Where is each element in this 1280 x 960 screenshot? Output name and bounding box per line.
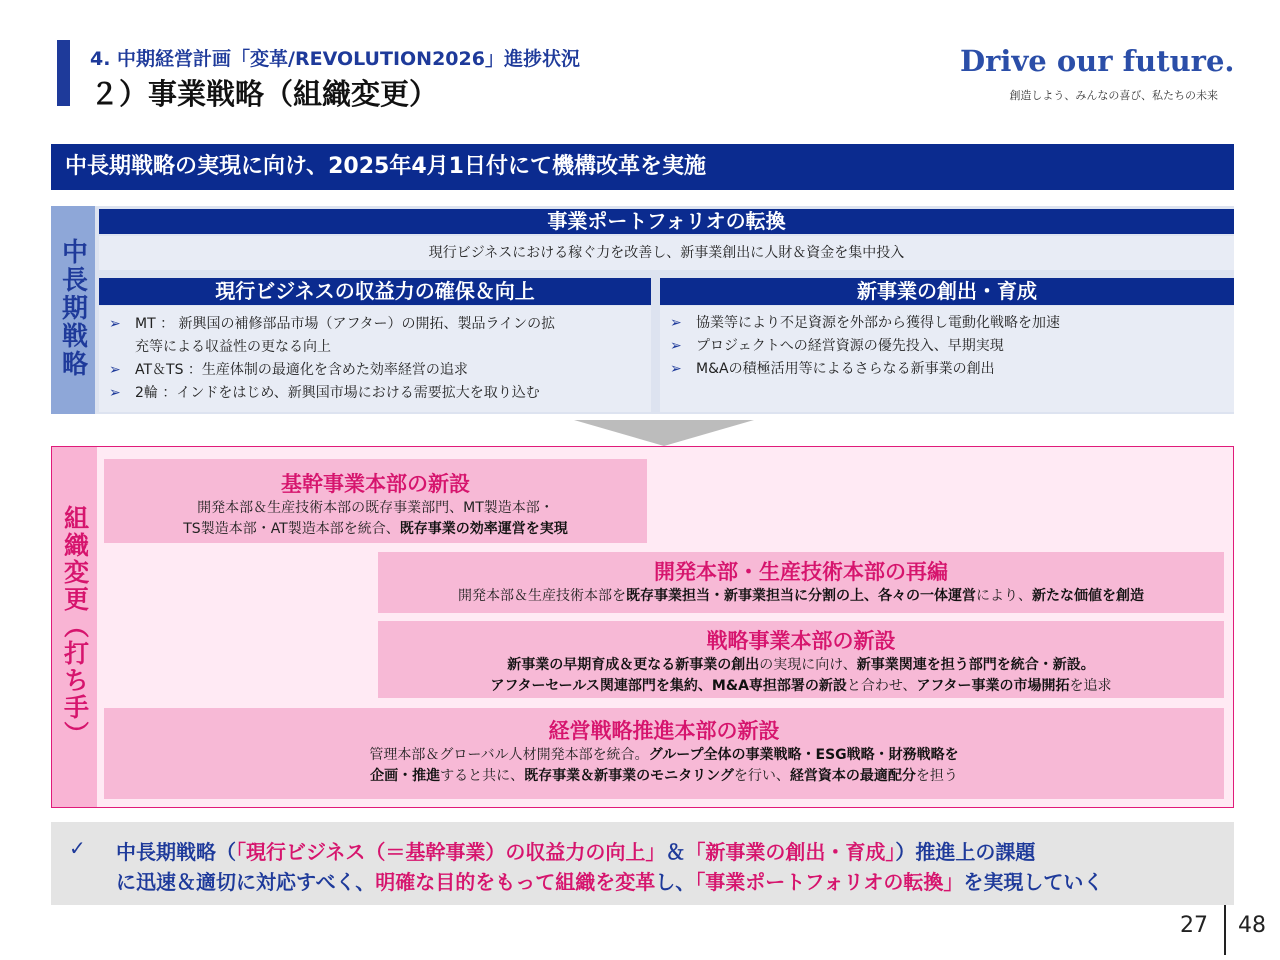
strategy-side-label xyxy=(51,206,95,414)
list-item xyxy=(99,313,651,336)
org-item-desc-line xyxy=(378,655,1224,676)
org-item-desc-line xyxy=(104,519,647,540)
arrow-bullet-icon: ➢ xyxy=(109,385,121,401)
conclusion-text: ＆ xyxy=(665,840,686,864)
desc-emphasis: 既存事業担当・新事業担当に分割の上、各々の一体運営 xyxy=(626,588,976,604)
page-divider xyxy=(1224,905,1226,955)
arrow-bullet-icon: ➢ xyxy=(670,338,682,354)
conclusion-highlight: 「現行ビジネス（＝基幹事業）の収益力の向上」 xyxy=(236,840,666,864)
portfolio-title: 事業ポートフォリオの転換 xyxy=(99,209,1234,234)
conclusion-highlight: 明確な目的をもって組織を変革 xyxy=(375,870,656,894)
conclusion-text: 中長期戦略（ xyxy=(116,840,236,864)
arrow-bullet-icon: ➢ xyxy=(670,361,682,377)
new-business-title: 新事業の創出・育成 xyxy=(660,278,1234,305)
conclusion-highlight: 「事業ポートフォリオの転換」 xyxy=(695,870,964,894)
org-side-label-text: 組織変更（打ち手） xyxy=(60,505,90,748)
new-business-list xyxy=(660,306,1234,412)
desc-emphasis: 既存事業の効率運営を実現 xyxy=(399,521,568,537)
desc-text: TS製造本部・AT製造本部を統合、 xyxy=(183,521,400,537)
list-item xyxy=(660,335,1234,358)
org-item-desc-line: 開発本部＆生産技術本部の既存事業部門、MT製造本部・ xyxy=(197,500,554,516)
current-business-list xyxy=(99,306,651,412)
list-item-text: 2輪 ：インドをはじめ、新興国市場における需要拡大を取り込む xyxy=(135,385,540,401)
conclusion-text: し、 xyxy=(655,870,696,894)
conclusion-line-2 xyxy=(116,866,1103,895)
desc-text: すると共に、 xyxy=(440,768,525,784)
conclusion-text: に迅速＆適切に対応すべく、 xyxy=(116,870,376,894)
org-item-title: 戦略事業本部の新設 xyxy=(706,629,896,653)
org-item-desc-line xyxy=(378,676,1224,697)
title-accent-bar xyxy=(57,40,70,106)
down-arrow-icon xyxy=(574,420,754,446)
list-item-continuation xyxy=(99,336,651,359)
desc-emphasis: 新たな価値を創造 xyxy=(1032,588,1144,604)
desc-text: により、 xyxy=(976,588,1032,604)
desc-emphasis: 新事業関連を担う部門を統合・新設。 xyxy=(856,657,1095,673)
list-item-text: MT ： 新興国の補修部品市場（アフター）の開拓、製品ラインの拡 xyxy=(135,316,556,332)
org-item-rd-reorg xyxy=(378,552,1224,613)
org-item-title: 経営戦略推進本部の新設 xyxy=(548,719,780,743)
list-item-text: 協業等により不足資源を外部から獲得し電動化戦略を加速 xyxy=(696,315,1060,331)
list-item-text: M&Aの積極活用等によるさらなる新事業の創出 xyxy=(696,361,995,377)
arrow-bullet-icon: ➢ xyxy=(670,315,682,331)
org-item-desc-line xyxy=(378,586,1224,607)
desc-text: の実現に向け、 xyxy=(759,657,857,673)
list-item xyxy=(99,359,651,382)
org-item-management-strategy xyxy=(104,708,1224,799)
desc-text: を行い、 xyxy=(733,768,790,784)
conclusion-text: ）推進上の課題 xyxy=(895,840,1036,864)
list-item-text: AT＆TS ：生産体制の最適化を含めた効率経営の追求 xyxy=(135,362,468,378)
org-side-label xyxy=(52,447,97,807)
org-item-core-business xyxy=(104,459,647,543)
desc-emphasis: グループ全体の事業戦略・ESG戦略・財務戦略を xyxy=(648,747,959,763)
page-number: 27 xyxy=(1180,913,1208,938)
desc-emphasis: 経営資本の最適配分 xyxy=(789,768,916,784)
conclusion-text: を実現していく xyxy=(963,870,1104,894)
desc-text: 開発本部＆生産技術本部を xyxy=(458,588,626,604)
desc-emphasis: アフターセールス関連部門を集約、M&A専担部署の新設 xyxy=(490,678,847,694)
conclusion-highlight: 「新事業の創出・育成」 xyxy=(685,840,896,864)
org-item-desc-line xyxy=(104,745,1224,766)
list-item-text: 充等による収益性の更なる向上 xyxy=(135,339,331,355)
desc-text: 管理本部＆グローバル人材開発本部を統合。 xyxy=(369,747,649,763)
desc-emphasis: 企画・推進 xyxy=(370,768,441,784)
conclusion-line-1 xyxy=(116,836,1035,865)
brand-logo-text: Drive our future. xyxy=(960,44,1235,78)
portfolio-description: 現行ビジネスにおける稼ぐ力を改善し、新事業創出に人財＆資金を集中投入 xyxy=(99,236,1234,270)
org-item-title: 基幹事業本部の新設 xyxy=(281,472,470,496)
arrow-bullet-icon: ➢ xyxy=(109,362,121,378)
list-item xyxy=(660,358,1234,381)
org-item-title: 開発本部・生産技術本部の再編 xyxy=(654,560,948,584)
desc-emphasis: 新事業の早期育成＆更なる新事業の創出 xyxy=(507,657,760,673)
desc-emphasis: アフター事業の市場開拓 xyxy=(916,678,1070,694)
strategy-side-label-text: 中長期戦略 xyxy=(57,238,88,378)
list-item xyxy=(99,382,651,405)
org-item-strategic-business xyxy=(378,621,1224,698)
org-item-desc-line xyxy=(104,766,1224,787)
desc-text: を追求 xyxy=(1069,678,1112,694)
page-title: ２）事業戦略（組織変更） xyxy=(90,77,439,111)
arrow-bullet-icon: ➢ xyxy=(109,316,121,332)
list-item xyxy=(660,312,1234,335)
desc-text: を担う xyxy=(915,768,958,784)
desc-text: と合わせ、 xyxy=(846,678,917,694)
headline-banner: 中長期戦略の実現に向け、2025年4月1日付にて機構改革を実施 xyxy=(51,144,1234,190)
list-item-text: プロジェクトへの経営資源の優先投入、早期実現 xyxy=(696,338,1004,354)
page-total: 48 xyxy=(1238,913,1266,938)
desc-emphasis: 既存事業＆新事業のモニタリング xyxy=(524,768,734,784)
current-business-title: 現行ビジネスの収益力の確保＆向上 xyxy=(99,278,651,305)
checkmark-icon: ✓ xyxy=(69,836,86,860)
brand-tagline: 創造しよう、みんなの喜び、私たちの未来 xyxy=(1009,89,1218,102)
section-title: 4. 中期経営計画「変革/REVOLUTION2026」進捗状況 xyxy=(90,48,580,70)
